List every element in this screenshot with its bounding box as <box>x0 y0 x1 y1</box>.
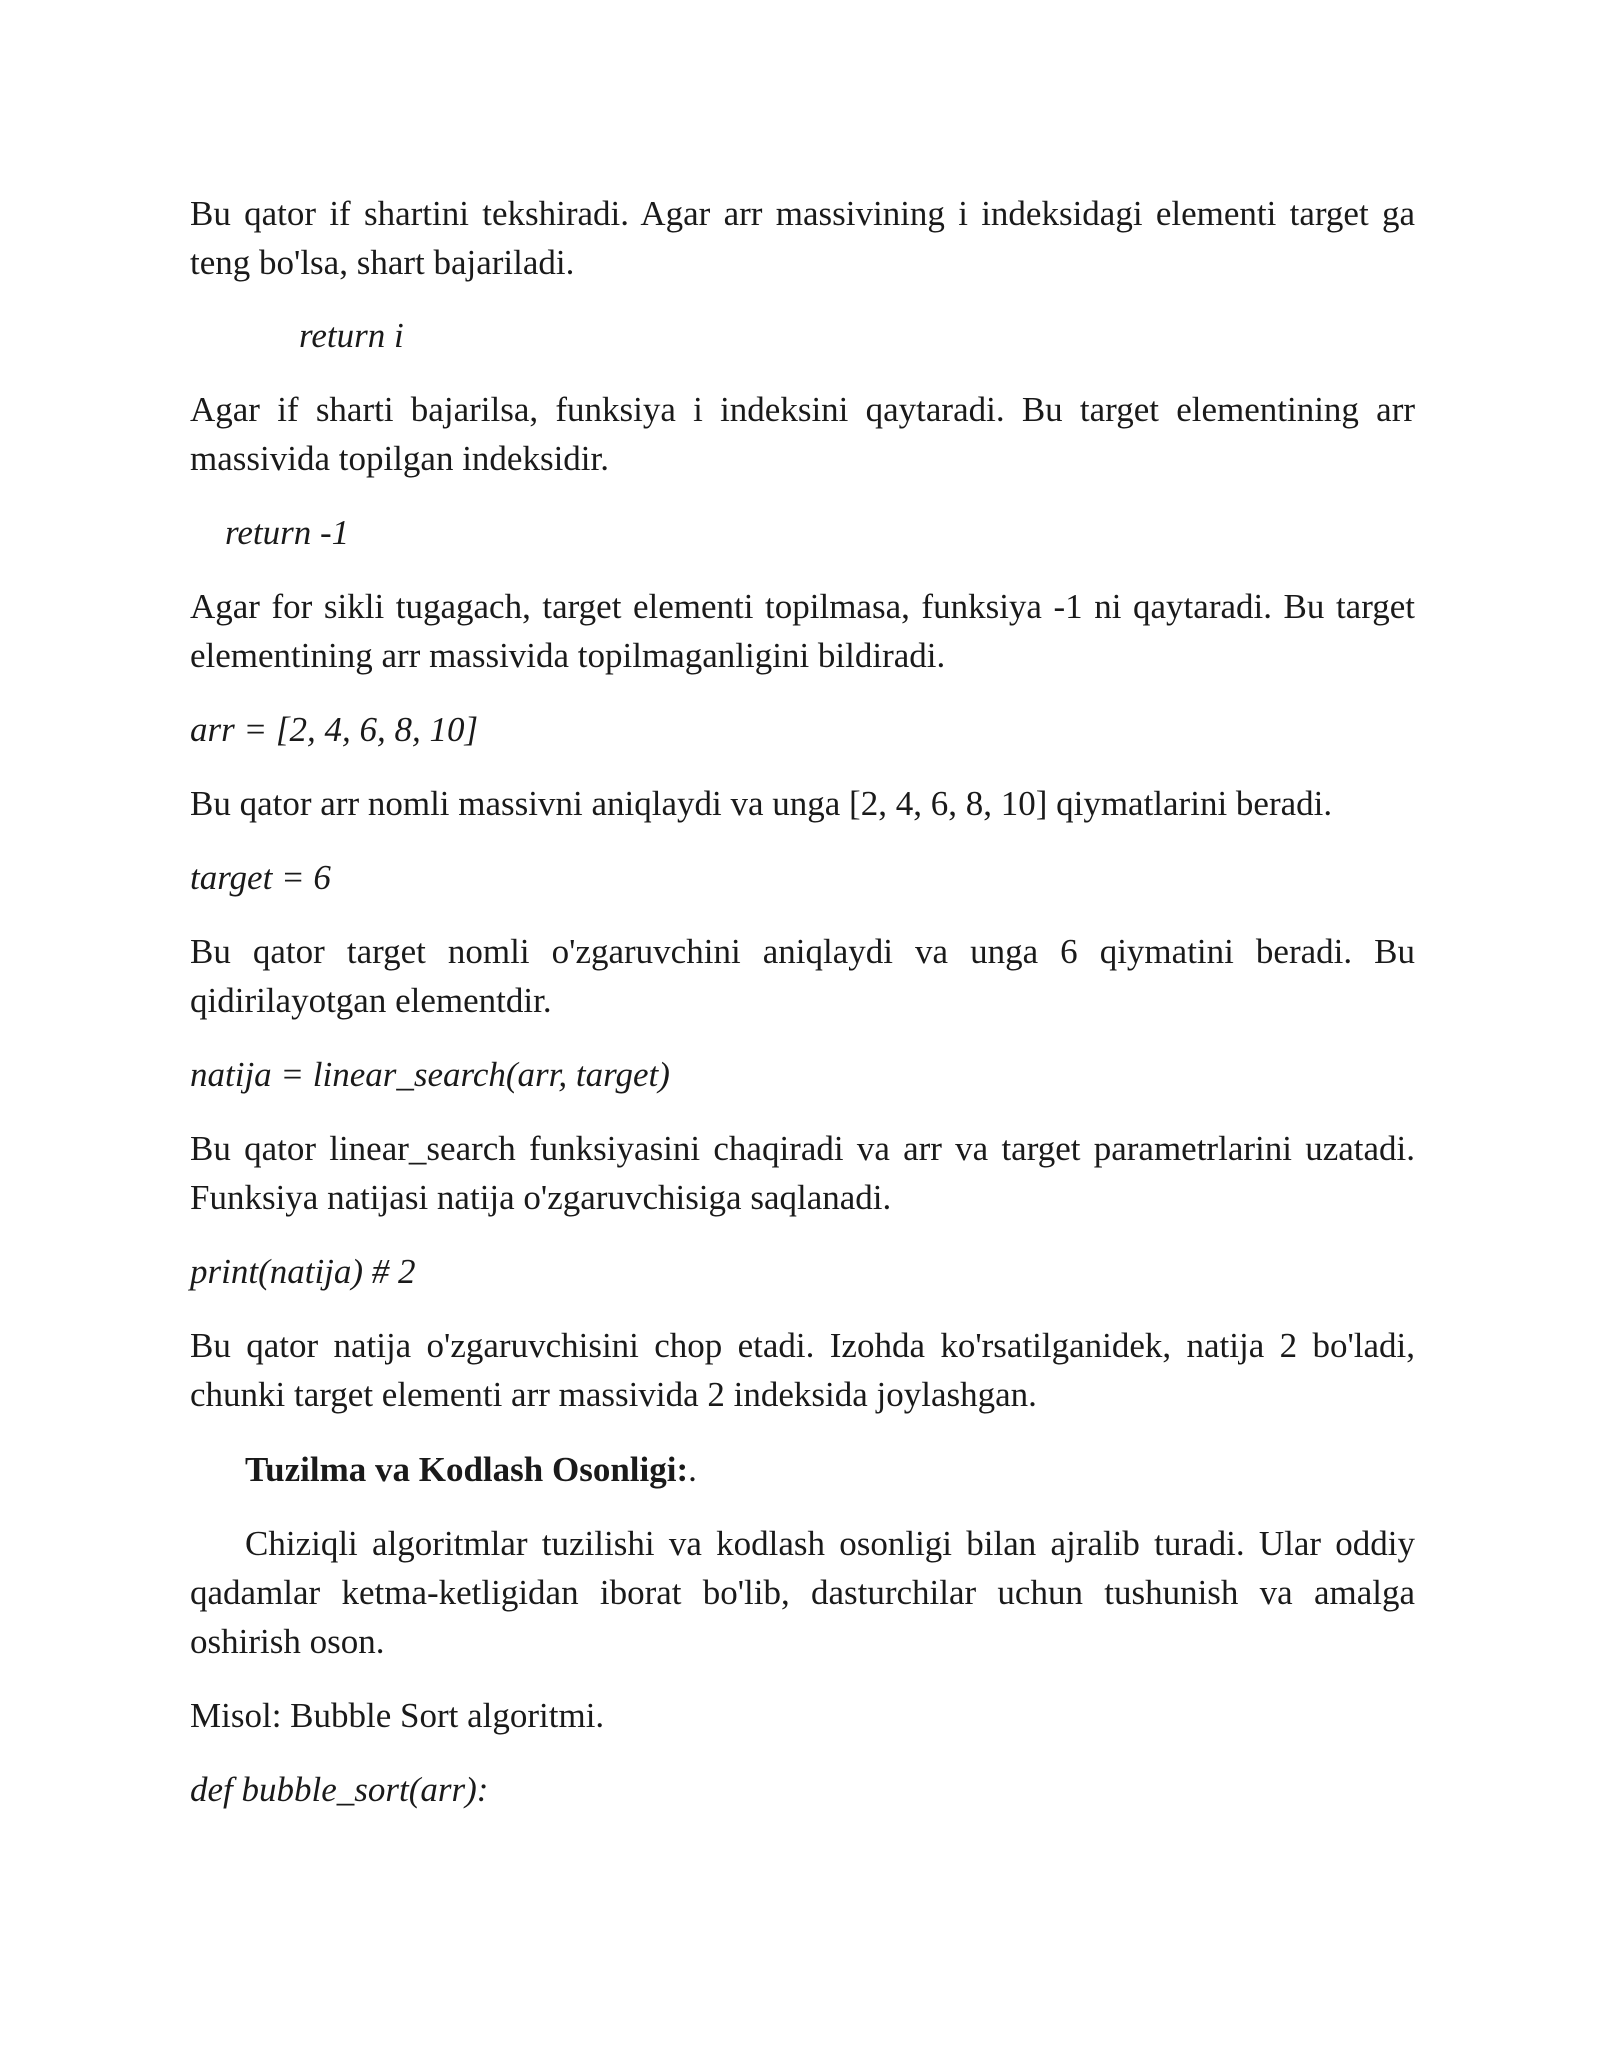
paragraph-not-found: Agar for sikli tugagach, target elementi topilmasa, funksiya -1 ni qaytaradi. Bu target elementining arr massivida topilmaganligini bildiradi. <box>190 587 1415 675</box>
code-line-arr: arr = [2, 4, 6, 8, 10] <box>190 710 479 749</box>
code-line-natija: natija = linear_search(arr, target) <box>190 1055 670 1094</box>
paragraph-target-definition: Bu qator target nomli o'zgaruvchini aniqlaydi va unga 6 qiymatini beradi. Bu qidirilayotgan elementdir. <box>190 932 1415 1020</box>
paragraph-print-result: Bu qator natija o'zgaruvchisini chop etadi. Izohda ko'rsatilganidek, natija 2 bo'ladi, chunki target elementi arr massivida 2 indeksida joylashgan. <box>190 1326 1415 1414</box>
paragraph-if-condition: Bu qator if shartini tekshiradi. Agar arr massivining i indeksidagi elementi target ga teng bo'lsa, shart bajariladi. <box>190 194 1415 282</box>
code-line-target: target = 6 <box>190 858 331 897</box>
paragraph-function-call: Bu qator linear_search funksiyasini chaqiradi va arr va target parametrlarini uzatadi. Funksiya natijasi natija o'zgaruvchisiga saqlanadi. <box>190 1129 1415 1217</box>
code-line-print: print(natija) # 2 <box>190 1252 416 1291</box>
paragraph-example: Misol: Bubble Sort algoritmi. <box>190 1696 605 1735</box>
code-line-return-minus-one: return -1 <box>225 513 350 552</box>
paragraph-arr-definition: Bu qator arr nomli massivni aniqlaydi va unga [2, 4, 6, 8, 10] qiymatlarini beradi. <box>190 784 1333 823</box>
paragraph-linear-algorithms: Chiziqli algoritmlar tuzilishi va kodlash osonligi bilan ajralib turadi. Ular oddiy qadamlar ketma-ketligidan iborat bo'lib, dasturchilar uchun tushunish va amalga oshirish oson. <box>190 1524 1415 1661</box>
section-heading <box>245 1445 1470 1494</box>
code-line-return-i: return i <box>299 316 404 355</box>
paragraph-return-index: Agar if sharti bajarilsa, funksiya i indeksini qaytaradi. Bu target elementining arr massivida topilgan indeksidir. <box>190 390 1415 478</box>
section-heading-period: . <box>688 1450 697 1489</box>
section-heading-title: Tuzilma va Kodlash Osonligi: <box>245 1450 689 1489</box>
code-line-def-bubble-sort: def bubble_sort(arr): <box>190 1770 489 1809</box>
